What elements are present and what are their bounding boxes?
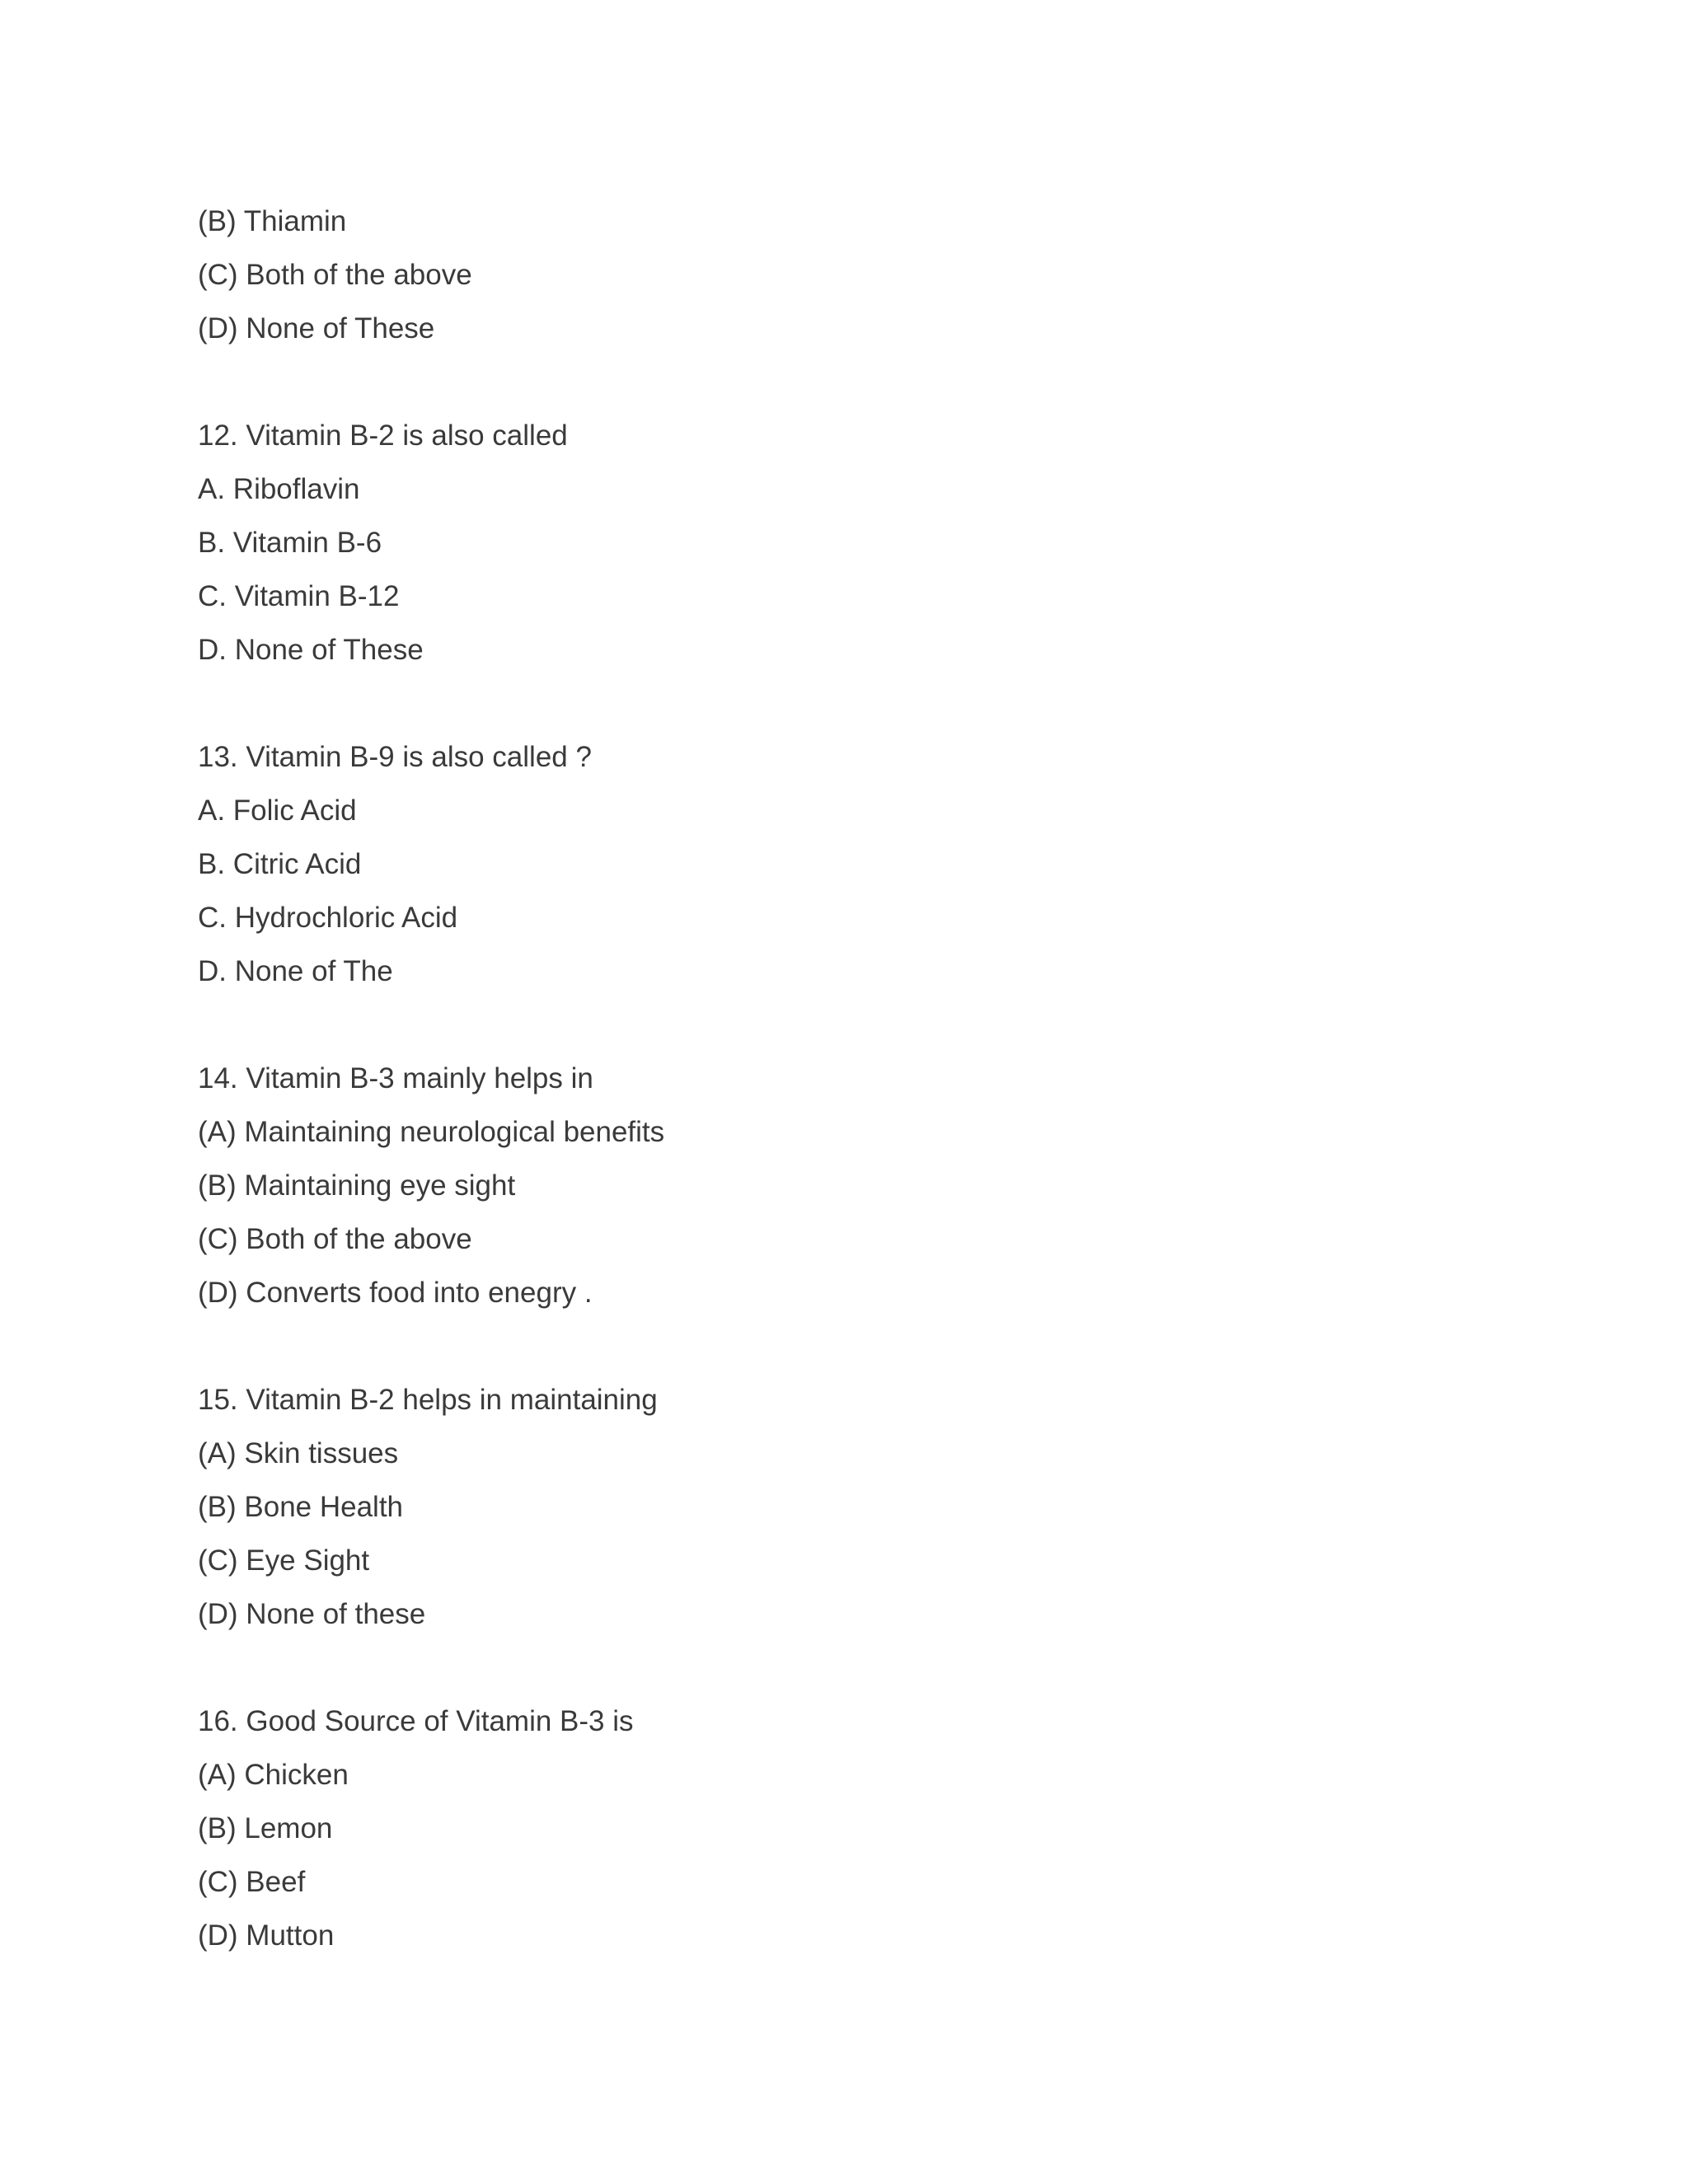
- option-text: (D) None of these: [198, 1598, 426, 1630]
- option-text: (D) Converts food into enegry .: [198, 1277, 593, 1309]
- question-block-15: [198, 1373, 1484, 1641]
- document-page: [198, 194, 1484, 1962]
- option-text: A. Folic Acid: [198, 794, 357, 827]
- option-text: C. Vitamin B-12: [198, 580, 400, 612]
- option-text: (A) Skin tissues: [198, 1437, 399, 1469]
- question-block-16: [198, 1694, 1484, 1962]
- option-text: (D) None of These: [198, 312, 435, 344]
- option-text: (C) Eye Sight: [198, 1544, 370, 1577]
- option-text: (D) Mutton: [198, 1919, 335, 1952]
- option-text: (B) Maintaining eye sight: [198, 1169, 516, 1202]
- option-text: (C) Both of the above: [198, 1223, 472, 1255]
- option-text: B. Citric Acid: [198, 848, 362, 880]
- question-text: 13. Vitamin B-9 is also called ?: [198, 741, 592, 773]
- question-text: 16. Good Source of Vitamin B-3 is: [198, 1705, 634, 1737]
- option-text: (C) Beef: [198, 1866, 306, 1898]
- question-block-12: [198, 409, 1484, 677]
- option-text: C. Hydrochloric Acid: [198, 902, 458, 934]
- option-text: (A) Maintaining neurological benefits: [198, 1116, 665, 1148]
- option-text: (A) Chicken: [198, 1759, 349, 1791]
- leading-options-block: [198, 194, 1484, 355]
- option-text: (C) Both of the above: [198, 259, 472, 291]
- question-block-14: [198, 1052, 1484, 1319]
- option-text: B. Vitamin B-6: [198, 527, 382, 559]
- question-text: 15. Vitamin B-2 helps in maintaining: [198, 1384, 658, 1416]
- option-text: A. Riboflavin: [198, 473, 360, 505]
- option-text: (B) Thiamin: [198, 205, 347, 237]
- question-text: 12. Vitamin B-2 is also called: [198, 419, 568, 452]
- option-text: D. None of The: [198, 955, 393, 987]
- option-text: D. None of These: [198, 634, 424, 666]
- question-block-13: [198, 730, 1484, 998]
- option-text: (B) Bone Health: [198, 1491, 404, 1523]
- option-text: (B) Lemon: [198, 1812, 333, 1844]
- question-text: 14. Vitamin B-3 mainly helps in: [198, 1062, 593, 1094]
